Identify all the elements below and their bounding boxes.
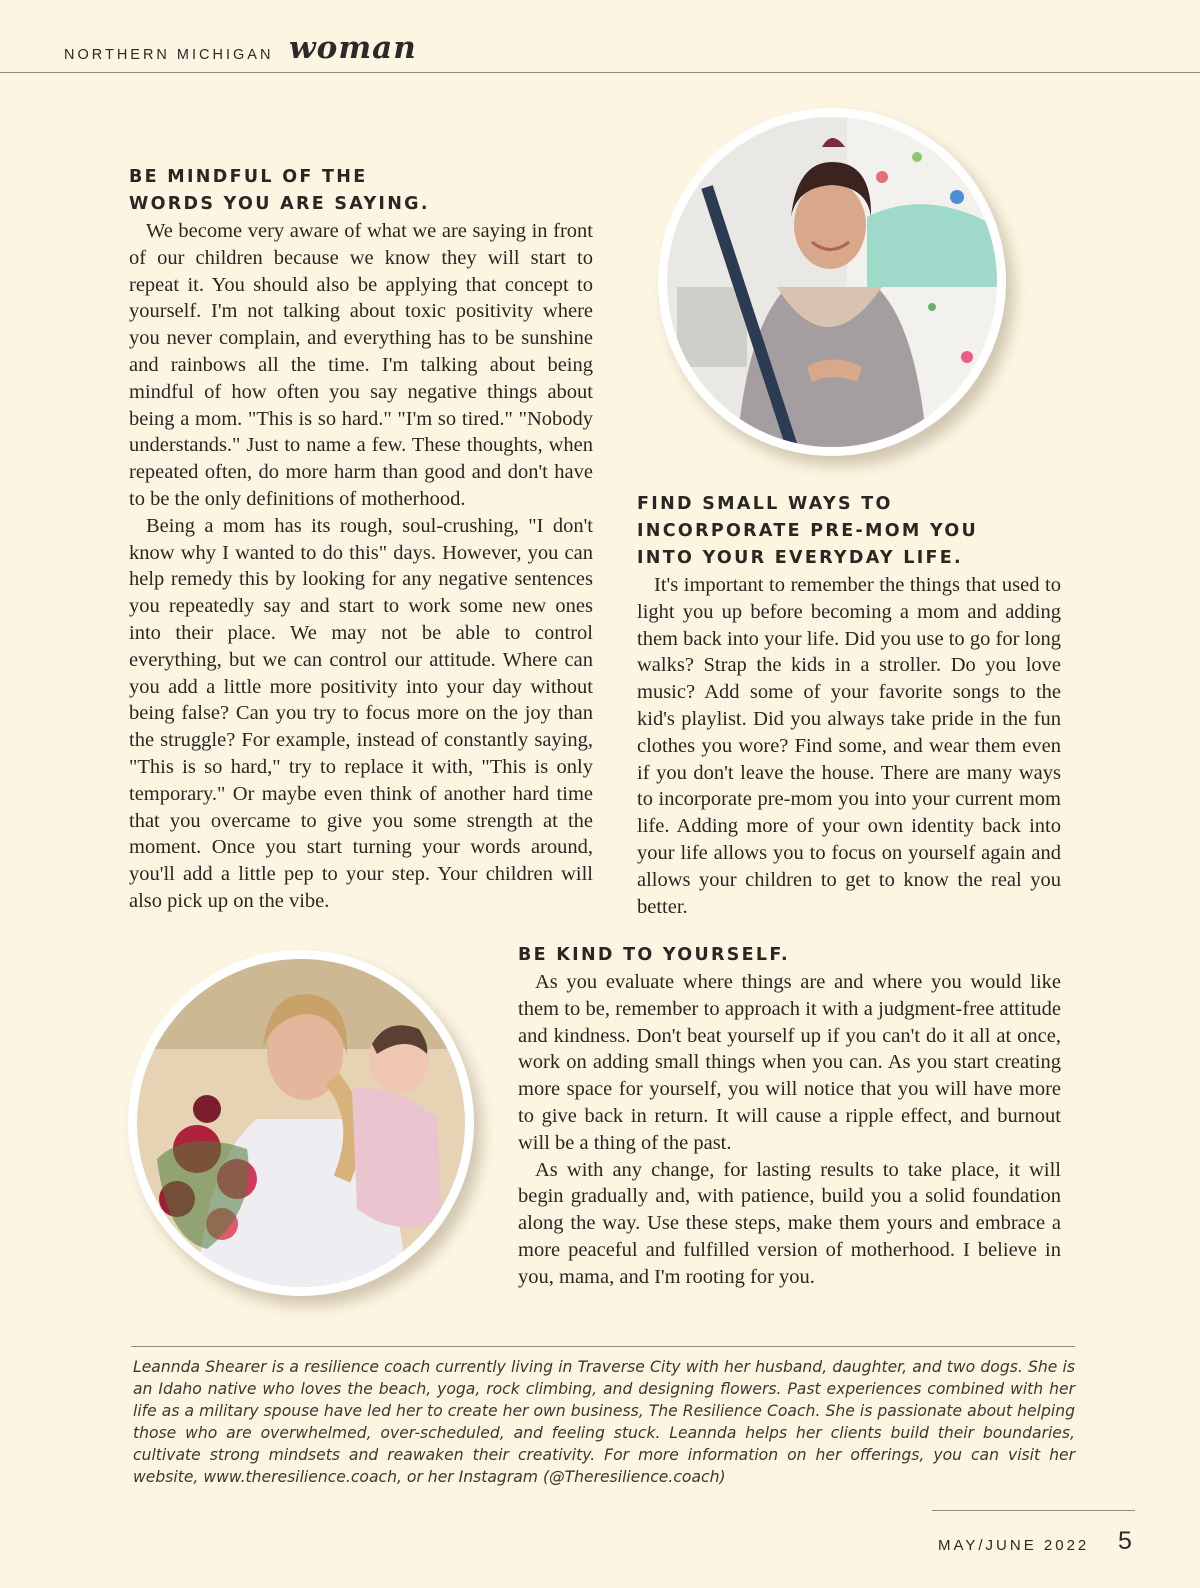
section-pre-mom-you [637,491,1061,920]
heading-line: INTO YOUR EVERYDAY LIFE. [637,548,963,568]
page-header [0,0,1200,73]
heading-line: WORDS YOU ARE SAYING. [129,194,430,214]
heading-line: BE KIND TO YOURSELF. [518,945,790,965]
photo-climbing-woman [658,108,1006,456]
magazine-script-logo: woman [289,30,417,66]
issue-date: MAY/JUNE 2022 [938,1537,1090,1554]
heading-line: INCORPORATE PRE-MOM YOU [637,521,979,541]
bio-divider [131,1346,1075,1347]
section-heading [637,491,1061,572]
header-divider [0,72,1200,73]
heading-line: BE MINDFUL OF THE [129,167,368,187]
magazine-name: NORTHERN MICHIGAN [64,47,274,63]
author-bio: Leannda Shearer is a resilience coach currently living in Traverse City with her husband, daughter, and two dogs. She is an Idaho native who loves the beach, yoga, rock climbing, and designing flowers. Past experiences combined with her life as a military spouse have led her to create her own business, The Resilience Coach. She is passionate about helping those who are overwhelmed, over-scheduled, and feeling stuck. Leannda helps her clients build their boundaries, cultivate strong mindsets and reawaken their creativity. For more information on her offerings, you can visit her website, www.theresilience.coach, or her Instagram (@Theresilience.coach) [133,1358,1075,1486]
heading-line: FIND SMALL WAYS TO [637,494,893,514]
page-number: 5 [1118,1527,1132,1555]
body-paragraph: We become very aware of what we are saying in front of our children because we know they will start to repeat it. You should also be applying that concept to yourself. I'm not talking about toxic positivity where you never complain, and everything has to be sunshine and rainbows all the time. I'm talking about being mindful of how often you say negative things about being a mom. "This is so hard." "I'm so tired." "Nobody understands." Just to name a few. These thoughts, when repeated often, do more harm than good and don't have to be the only definitions of motherhood. [129,220,593,510]
photo-mother-baby [128,950,474,1296]
body-paragraph: Being a mom has its rough, soul-crushing, "I don't know why I wanted to do this" days. However, you can help remedy this by looking for any negative sentences you repeatedly say and start to work some new ones into their place. We may not be able to control everything, but we can control our attitude. Where can you add a little more positivity into your day without being false? Can you try to focus more on the joy than the struggle? For example, instead of constantly saying, "This is so hard," try to replace it with, "This is only temporary." Or maybe even think of another hard time that you overcame to give you some strength at the moment. Once you start turning your words around, you'll add a little pep to your step. Your children will also pick up on the vibe. [129,514,593,912]
body-paragraph: It's important to remember the things that used to light you up before becoming a mom and adding them back into your life. Did you use to go for long walks? Strap the kids in a stroller. Do you love music? Add some of your favorite songs to the kid's playlist. Did you always take pride in the fun clothes you wore? Find some, and wear them even if you don't leave the house. There are many ways to incorporate pre-mom you into your current mom life. Adding more of your own identity back into your life allows you to focus on yourself again and allows your children to get to know the real you better. [637,574,1061,918]
section-heading [129,164,593,218]
section-be-kind [518,942,1061,1291]
body-paragraph: As with any change, for lasting results to take place, it will begin gradually and, with patience, build you a solid foundation along the way. Use these steps, make them yours and embrace a more peaceful and fulfilled version of motherhood. I believe in you, mama, and I'm rooting for you. [518,1158,1061,1288]
section-mindful-words [129,164,593,915]
footer-divider [932,1510,1135,1511]
body-paragraph: As you evaluate where things are and where you would like them to be, remember to approach it with a judgment-free attitude and kindness. Don't beat yourself up if you can't do it all at once, work on adding small things when you can. As you start creating more space for yourself, you will notice that you will have more to give back in return. It will cause a ripple effect, and burnout will be a thing of the past. [518,971,1061,1154]
section-heading [518,942,1061,969]
